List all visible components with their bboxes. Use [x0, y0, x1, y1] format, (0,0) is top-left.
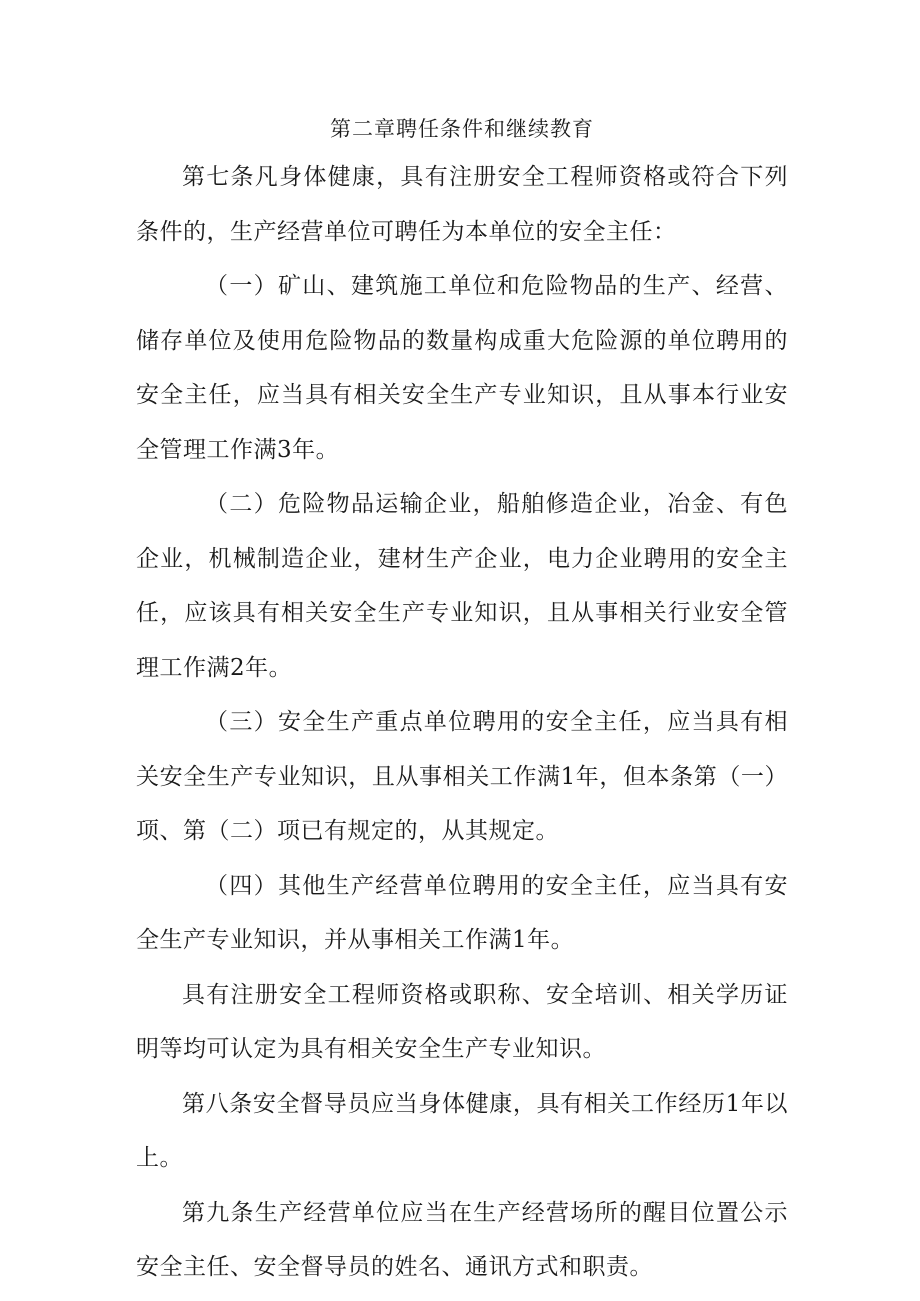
item-1-paragraph: （一）矿山、建筑施工单位和危险物品的生产、经营、储存单位及使用危险物品的数量构成重大危险源的单位聘用的安全主任，应当具有相关安全生产专业知识，且从事本行业安全管理工作满3年。	[136, 273, 788, 463]
knowledge-definition-paragraph: 具有注册安全工程师资格或职称、安全培训、相关学历证明等均可认定为具有相关安全生产专业知识。	[136, 981, 788, 1062]
article-7-paragraph: 第七条凡身体健康，具有注册安全工程师资格或符合下列条件的，生产经营单位可聘任为本单位的安全主任：	[136, 164, 788, 245]
document-page	[136, 112, 788, 1295]
item-3-paragraph: （三）安全生产重点单位聘用的安全主任，应当具有相关安全生产专业知识，且从事相关工作满1年，但本条第（一）项、第（二）项已有规定的，从其规定。	[136, 709, 788, 844]
chapter-title: 第二章聘任条件和继续教育	[330, 117, 594, 141]
item-2-paragraph: （二）危险物品运输企业，船舶修造企业，冶金、有色企业，机械制造企业，建材生产企业，电力企业聘用的安全主任，应该具有相关安全生产专业知识，且从事相关行业安全管理工作满2年。	[136, 491, 788, 681]
item-4-paragraph: （四）其他生产经营单位聘用的安全主任，应当具有安全生产专业知识，并从事相关工作满1年。	[136, 872, 788, 953]
article-8-paragraph: 第八条安全督导员应当身体健康，具有相关工作经历1年以上。	[136, 1090, 788, 1171]
article-9-paragraph: 第九条生产经营单位应当在生产经营场所的醒目位置公示安全主任、安全督导员的姓名、通讯方式和职责。	[136, 1199, 788, 1280]
